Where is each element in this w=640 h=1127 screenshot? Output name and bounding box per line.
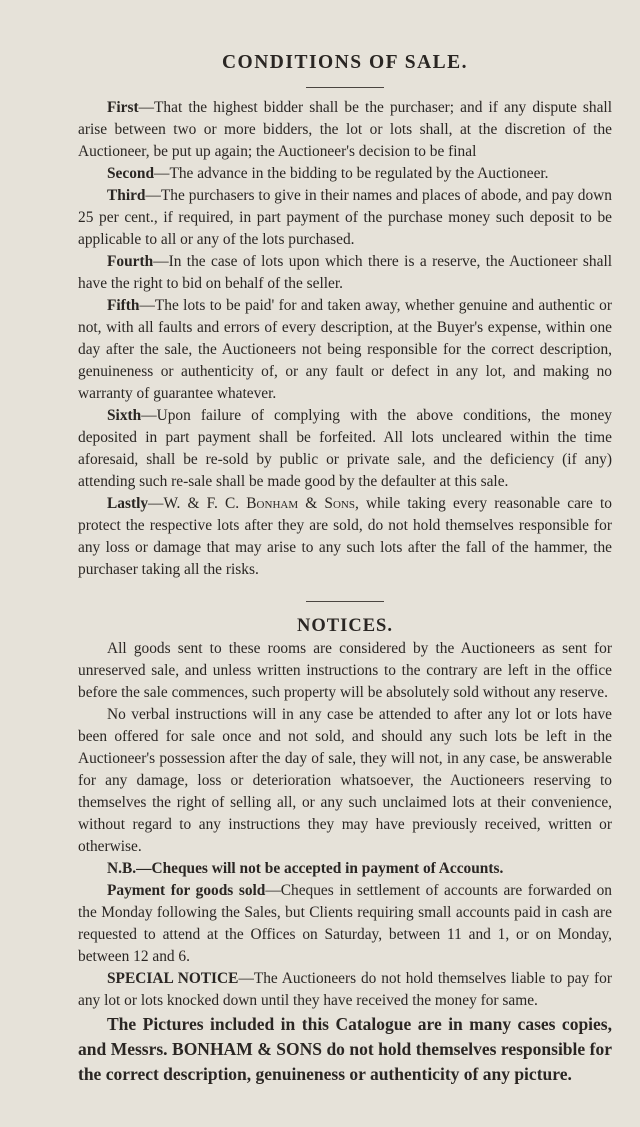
notice-lead: Payment for goods sold <box>107 882 266 899</box>
condition-third <box>78 185 612 251</box>
notice-text: —The Auctioneers do not hold themselves liable to pay for any lot or lots knocked down until they have received the money for same. <box>78 970 612 1009</box>
notice-pictures: The Pictures included in this Catalogue are in many cases copies, and Messrs. BONHAM & SONS do not hold themselves responsible for the correct description, genuineness or authenticity of any picture. <box>78 1014 612 1084</box>
condition-first <box>78 97 612 163</box>
notice-text: —Cheques in settlement of accounts are forwarded on the Monday following the Sales, but Clients requiring small accounts paid in cash are requested to attend at the Offices on Saturday, between 11 and 1, or on Monday, between 12 and 6. <box>78 882 613 965</box>
condition-lead: Second <box>107 165 155 182</box>
condition-fourth <box>78 251 612 295</box>
notice-cheques: N.B.—Cheques will not be accepted in payment of Accounts. <box>107 860 504 877</box>
condition-text: —W. & F. C. <box>148 495 247 512</box>
notice-unreserved: All goods sent to these rooms are considered by the Auctioneers as sent for unreserved sale, and unless written instructions to the contrary are left in the office before the sale commences, such property will be absolutely sold without any reserve. <box>78 640 612 701</box>
condition-text: —Upon failure of complying with the above conditions, the money deposited in part payment shall be forfeited. All lots uncleared within the time aforesaid, shall be re-sold by public or private sale, and the deficiency (if any) attending such re-sale shall be made good by the defaulter at this sale. <box>78 407 612 490</box>
notices-title: NOTICES. <box>297 616 393 636</box>
conditions-title: CONDITIONS OF SALE. <box>221 52 469 73</box>
condition-second <box>78 163 612 185</box>
condition-text: —The lots to be paid' for and taken away, whether genuine and authentic or not, with all faults and errors of every description, at the Buyer's expense, within one day after the sale, the Auctioneers not being responsible for the correct description, genuineness or authenticity of, or any fault or defect in any lot, and making no warranty of guarantee whatever. <box>78 297 612 402</box>
condition-lead: Third <box>107 187 146 204</box>
title-divider <box>306 87 384 88</box>
condition-lead: Fifth <box>107 297 140 314</box>
condition-lead: First <box>107 99 139 116</box>
condition-text: , while taking every reasonable care to protect the respective lots after they are sold, do not hold themselves responsible for any loss or damage that may arise to any such lots after the fall of the hammer, the purchaser taking all the risks. <box>78 495 612 578</box>
conditions-list <box>78 97 612 581</box>
condition-lead: Sixth <box>107 407 142 424</box>
condition-lead: Lastly <box>107 495 149 512</box>
notice-lead: SPECIAL NOTICE <box>107 970 239 987</box>
condition-sixth <box>78 405 612 493</box>
condition-text: —The advance in the bidding to be regulated by the Auctioneer. <box>154 165 549 182</box>
notice-special <box>78 968 612 1012</box>
notice-payment <box>78 880 612 968</box>
notices-list <box>78 638 612 1087</box>
condition-text: —In the case of lots upon which there is a reserve, the Auctioneer shall have the right to bid on behalf of the seller. <box>78 253 612 292</box>
condition-fifth <box>78 295 612 405</box>
notice-verbal-instructions: No verbal instructions will in any case be attended to after any lot or lots have been offered for sale once and not sold, and should any such lots be left in the Auctioneer's possession after the day of sale, they will not, in any case, be answerable for any damage, loss or deterioration whatsoever, the Auctioneers reserving to themselves the right of selling all, or any such unclaimed lots at their convenience, without regard to any instructions they may have previously received, written or otherwise. <box>78 706 612 855</box>
section-divider <box>306 601 384 602</box>
condition-text: —That the highest bidder shall be the purchaser; and if any dispute shall arise between two or more bidders, the lot or lots shall, at the discretion of the Auctioneer, be put up again; the Auctioneer's decision to be final <box>78 99 612 160</box>
firm-name: Bonham & Sons <box>246 495 355 512</box>
condition-text: —The purchasers to give in their names and places of abode, and pay down 25 per cent., if required, in part payment of the purchase money such deposit to be applicable to all or any of the lots purchased. <box>78 187 612 248</box>
condition-lead: Fourth <box>107 253 154 270</box>
condition-lastly <box>78 493 612 581</box>
